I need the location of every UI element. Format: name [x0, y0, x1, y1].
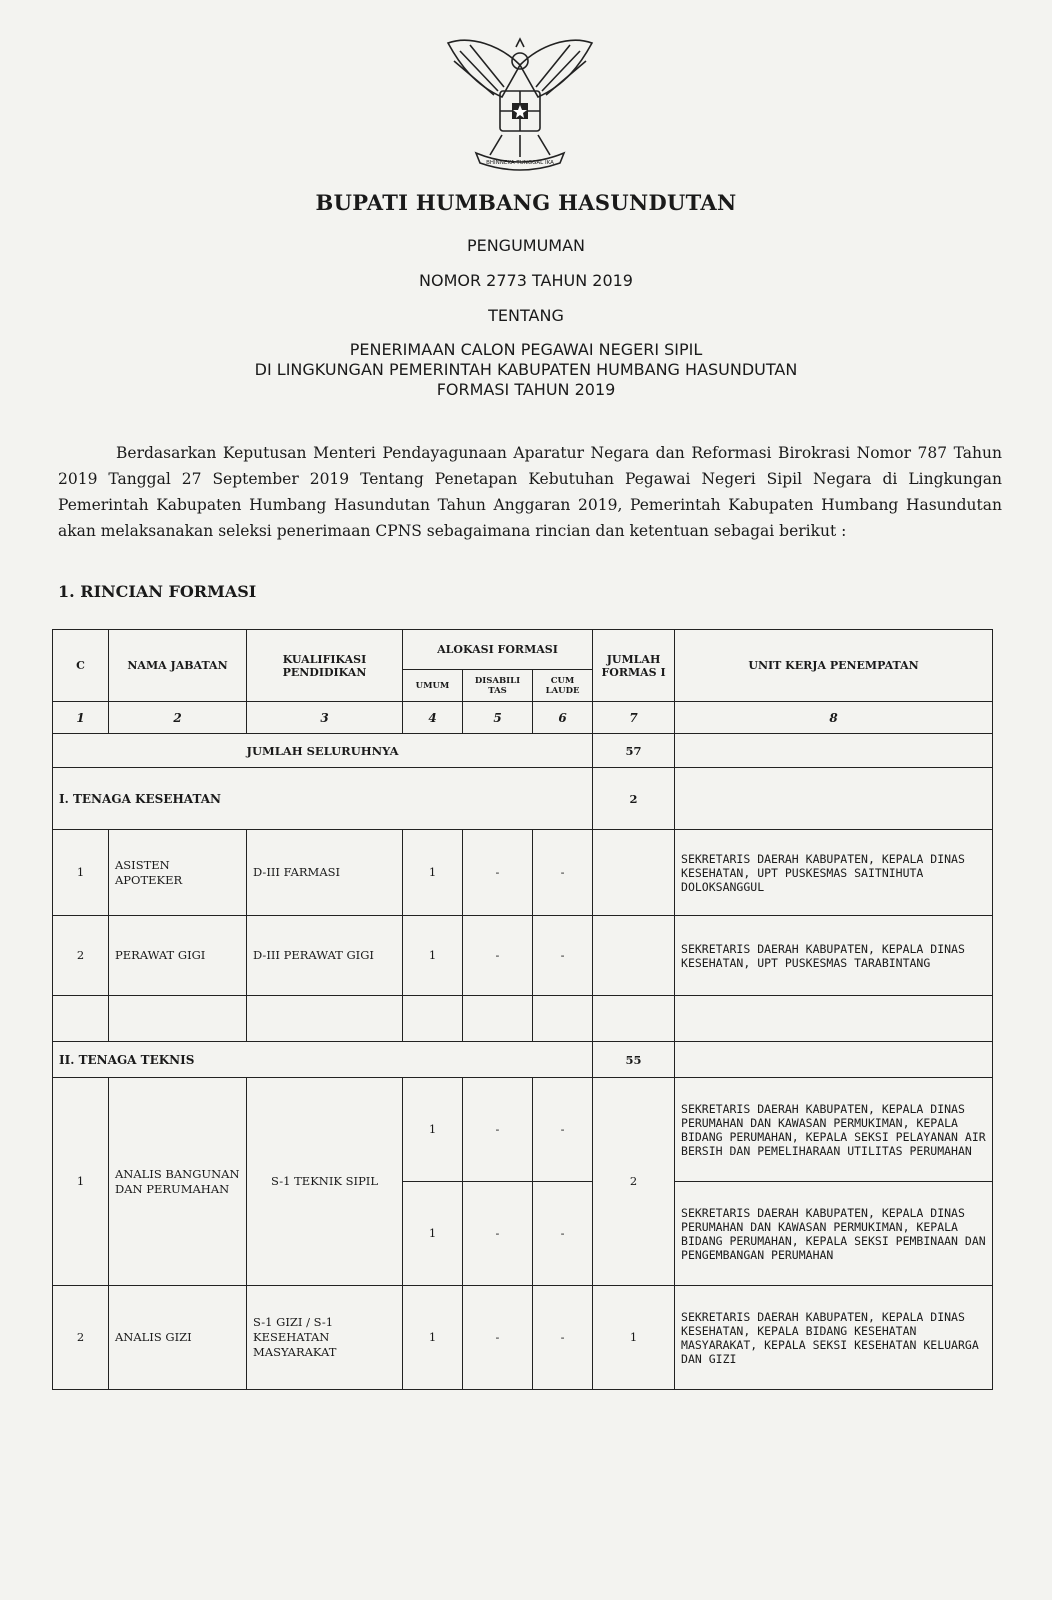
column-number-row: [53, 702, 993, 734]
row-cumlaude: -: [533, 1078, 593, 1182]
table-row: [53, 1286, 993, 1390]
col-kualifikasi-header: KUALIFIKASI PENDIDIKAN: [247, 630, 403, 702]
row-jumlah: 2: [593, 1078, 675, 1286]
section-title: 1. RINCIAN FORMASI: [58, 582, 257, 601]
row-kualifikasi: S-1 GIZI / S-1 KESEHATAN MASYARAKAT: [247, 1286, 403, 1390]
col-number: 1: [53, 702, 109, 734]
row-unit: SEKRETARIS DAERAH KABUPATEN, KEPALA DINAS KESEHATAN, UPT PUSKESMAS SAITNIHUTA DOLOKSANGGUL: [675, 830, 993, 916]
row-jabatan: ANALIS BANGUNAN DAN PERUMAHAN: [109, 1078, 247, 1286]
row-no: 2: [53, 1286, 109, 1390]
group-row: [53, 1042, 993, 1078]
row-disabilitas: -: [463, 1286, 533, 1390]
doc-type: PENGUMUMAN: [466, 236, 586, 255]
row-disabilitas: -: [463, 1078, 533, 1182]
row-disabilitas: -: [463, 1182, 533, 1286]
col-number: 7: [593, 702, 675, 734]
row-no: 1: [53, 1078, 109, 1286]
row-jabatan: PERAWAT GIGI: [109, 916, 247, 996]
col-no-header: C: [53, 630, 109, 702]
row-umum: 1: [403, 830, 463, 916]
table-row: [53, 916, 993, 996]
col-unit-header: UNIT KERJA PENEMPATAN: [675, 630, 993, 702]
row-kualifikasi: S-1 TEKNIK SIPIL: [247, 1078, 403, 1286]
row-jabatan: ASISTEN APOTEKER: [109, 830, 247, 916]
row-disabilitas: -: [463, 916, 533, 996]
col-jumlah-header: JUMLAH FORMAS I: [593, 630, 675, 702]
subject-line-3: FORMASI TAHUN 2019: [436, 380, 616, 399]
col-number: 8: [675, 702, 993, 734]
group-label: I. TENAGA KESEHATAN: [53, 768, 593, 830]
group-row: [53, 768, 993, 830]
row-kualifikasi: D-III FARMASI: [247, 830, 403, 916]
garuda-emblem-icon: [440, 35, 600, 175]
total-value: 57: [593, 734, 675, 768]
col-cumlaude-header: CUM LAUDE: [533, 670, 593, 702]
group-value: 2: [593, 768, 675, 830]
table-row: [53, 830, 993, 916]
formation-table: [52, 629, 993, 1390]
doc-number: NOMOR 2773 TAHUN 2019: [419, 271, 633, 290]
row-cumlaude: -: [533, 916, 593, 996]
col-jabatan-header: NAMA JABATAN: [109, 630, 247, 702]
row-cumlaude: -: [533, 830, 593, 916]
intro-paragraph: Berdasarkan Keputusan Menteri Pendayagunaan Aparatur Negara dan Reformasi Birokrasi Nomor 787 Tahun 2019 Tanggal 27 September 2019 Tentang Penetapan Kebutuhan Pegawai Negeri Sipil Negara di Lingkungan Pemerintah Kabupaten Humbang Hasundutan Tahun Anggaran 2019, Pemerintah Kabupaten Humbang Hasundutan akan melaksanakan seleksi penerimaan CPNS sebagaimana rincian dan ketentuan sebagai berikut :: [58, 443, 1002, 540]
empty-row: [53, 996, 993, 1042]
total-label: JUMLAH SELURUHNYA: [53, 734, 593, 768]
group-value: 55: [593, 1042, 675, 1078]
col-number: 2: [109, 702, 247, 734]
row-jumlah: 1: [593, 1286, 675, 1390]
row-unit: SEKRETARIS DAERAH KABUPATEN, KEPALA DINAS PERUMAHAN DAN KAWASAN PERMUKIMAN, KEPALA BIDANG PERUMAHAN, KEPALA SEKSI PEMBINAAN DAN PENGEMBANGAN PERUMAHAN: [675, 1182, 993, 1286]
subject-line-1: PENERIMAAN CALON PEGAWAI NEGERI SIPIL: [349, 340, 703, 359]
col-number: 3: [247, 702, 403, 734]
row-jumlah: [593, 830, 675, 916]
subject-line-2: DI LINGKUNGAN PEMERINTAH KABUPATEN HUMBANG HASUNDUTAN: [254, 360, 798, 379]
row-no: 2: [53, 916, 109, 996]
row-umum: 1: [403, 1078, 463, 1182]
col-number: 6: [533, 702, 593, 734]
emblem-motto: BHINNEKA TUNGGAL IKA: [486, 160, 554, 166]
table-row: [53, 1078, 993, 1182]
col-number: 4: [403, 702, 463, 734]
row-unit: SEKRETARIS DAERAH KABUPATEN, KEPALA DINAS PERUMAHAN DAN KAWASAN PERMUKIMAN, KEPALA BIDANG PERUMAHAN, KEPALA SEKSI PELAYANAN AIR BERSIH DAN PEMELIHARAAN UTILITAS PERUMAHAN: [675, 1078, 993, 1182]
row-cumlaude: -: [533, 1182, 593, 1286]
row-jabatan: ANALIS GIZI: [109, 1286, 247, 1390]
row-disabilitas: -: [463, 830, 533, 916]
group-label: II. TENAGA TEKNIS: [53, 1042, 593, 1078]
total-row: [53, 734, 993, 768]
row-cumlaude: -: [533, 1286, 593, 1390]
row-unit: SEKRETARIS DAERAH KABUPATEN, KEPALA DINAS KESEHATAN, UPT PUSKESMAS TARABINTANG: [675, 916, 993, 996]
header-row: [53, 630, 993, 670]
row-unit: SEKRETARIS DAERAH KABUPATEN, KEPALA DINAS KESEHATAN, KEPALA BIDANG KESEHATAN MASYARAKAT, KEPALA SEKSI KESEHATAN KELUARGA DAN GIZI: [675, 1286, 993, 1390]
col-number: 5: [463, 702, 533, 734]
doc-about: TENTANG: [488, 306, 564, 325]
col-disabilitas-header: DISABILI TAS: [463, 670, 533, 702]
col-alokasi-header: ALOKASI FORMASI: [403, 630, 593, 670]
institution-title: BUPATI HUMBANG HASUNDUTAN: [315, 190, 737, 215]
row-kualifikasi: D-III PERAWAT GIGI: [247, 916, 403, 996]
row-jumlah: [593, 916, 675, 996]
col-umum-header: UMUM: [403, 670, 463, 702]
row-no: 1: [53, 830, 109, 916]
row-umum: 1: [403, 916, 463, 996]
row-umum: 1: [403, 1182, 463, 1286]
row-umum: 1: [403, 1286, 463, 1390]
